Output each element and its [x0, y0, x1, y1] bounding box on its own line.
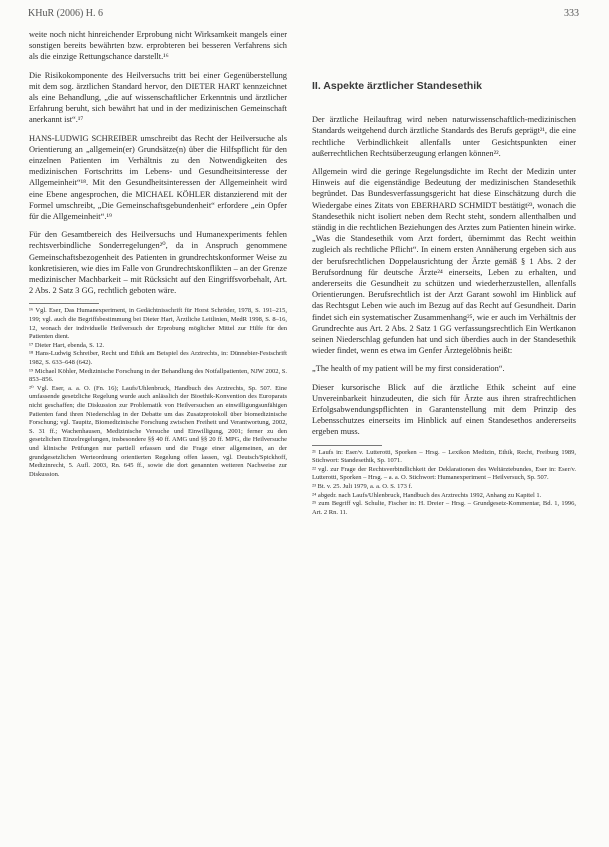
- footnote: ¹⁹ Michael Köhler, Medizinische Forschung in der Behandlung des Notfallpatienten, NJW 2002, S. 853–856.: [29, 367, 287, 384]
- footnote: ²⁰ Vgl. Eser, a. a. O. (Fn. 16); Laufs/Uhlenbruck, Handbuch des Arztrechts, Sp. 507. Eine umfassende gesetzliche Regelung wurde auch anlässlich der Bioethik-Konvention des Europarats nicht geschaffen; die Diskussion zur Problematik von Heilversuchen an einwilligungsunfähigen Patienten fand ihren Niederschlag in der Debatte um das Zusatzprotokoll über biomedizinische Forschung; vgl. Taupitz, Biomedizinische Forschung zwischen Freiheit und Verantwortung, 2002, S. 31 ff.; Wachenhausen, Medizinische Versuche und Einwilligung, 2001; ferner zu den gesetzlichen Einzelregelungen, insbesondere §§ 40 ff. AMG und §§ 20 ff. MPG, die Heilversuche und klinische Prüfungen nur partiell erfassen und die Frage einer allgemeinen, an der grundgesetzlichen Werteordnung orientierten Regelung offen lassen, vgl. Deutsch/Spickhoff, Medizinrecht, 5. Aufl. 2003, Rn. 645 ff., sowie die dort genannten weiteren Nachweise zur Diskussion.: [29, 384, 287, 478]
- page-number: 333: [564, 8, 579, 19]
- footnote: ²⁴ abgedr. nach Laufs/Uhlenbruck, Handbuch des Arztrechts 1992, Anhang zu Kapitel 1.: [312, 491, 542, 499]
- left-column: [29, 29, 287, 479]
- running-header-journal: KHuR (2006) H. 6: [28, 8, 103, 19]
- footnotes-right: [312, 449, 576, 518]
- footnote-divider: [312, 445, 382, 446]
- right-column: [312, 29, 576, 517]
- footnote: ²³ Bt. v. 25. Juli 1979, a. a. O. S. 173 f.: [312, 483, 413, 491]
- body-paragraph: Allgemein wird die geringe Regelungsdichte im Recht der Medizin unter Hinweis auf die eigenständige Bedeutung der medizinischen Standesethik begründet. Das Bundesverfassungsgericht hat diese Einschätzung durch die Wiedergabe eines Zitats von EBERHARD SCHMIDT bestätigt²³, wonach die Standesethik nicht isoliert neben dem Recht steht, sondern allenthalben und ständig in die rechtlichen Beziehungen des Arztes zum Patienten hinein wirke. „Was die Standesethik vom Arzt fordert, übernimmt das Recht weithin zugleich als rechtliche Pflicht“. In einem ersten Annäherung ergeben sich aus der berufsrechtlichen Doppelausrichtung der Ärzte gemäß § 1 Abs. 2 der Berufsordnung für deutsche Ärzte²⁴ einerseits, Leben zu erhalten, und andererseits die Gesundheit zu schützen und wiederherzustellen, allenfalls Orientierungen. Berufsrechtlich ist der Arzt Garant sowohl im Hinblick auf das Rechtsgut Leben wie auch im Bezug auf das Recht auf Gesundheit. Darin findet sich ein systematischer Zusammenhang²⁵, wie er auch im Verhältnis der Grundrechte aus Art. 2 Abs. 2 Satz 1 GG verfassungsrechtlich Ein Wertkanon seinen Niederschlag gefunden hat und sich überdies auch in der Standesethik wieder findet, wenn es etwa im Genfer Ärztegelöbnis heißt:: [312, 167, 576, 356]
- footnote: ²² vgl. zur Frage der Rechtsverbindlichkeit der Deklarationen des Weltärztebundes, Eser in: Eser/v. Lutterotti, Sporken – Hrsg. – a. a. O. Stichwort: Humanexperiment – Heilversuch, Sp. 507.: [312, 465, 576, 482]
- block-quote: „The health of my patient will be my first consideration“.: [312, 364, 505, 374]
- body-paragraph: HANS-LUDWIG SCHREIBER umschreibt das Recht der Heilversuche als Orientierung an „allgemein(er) Grundsätze(n) über die Hilfspflicht für den einzelnen Patienten im Verhältnis zu den Notwendigkeiten des medizinischen Fortschritts im Lebens- und Gesundheitsinteresse der Allgemeinheit“¹⁸. Mit den Gesundheitsinteressen der Allgemeinheit wird eine Ebene angesprochen, die MICHAEL KÖHLER distanzierend mit der Formel umschreibt, „Die Gemeinschaftsgebundenheit“ erfordere „ein Opfer für die Allgemeinheit“.¹⁹: [29, 133, 287, 222]
- footnote: ²⁵ zum Begriff vgl. Schulte, Fischer in: H. Dreier – Hrsg. – Grundgesetz-Kommentar, Bd. 1, 1996, Art. 2 Rn. 11.: [312, 500, 576, 516]
- body-paragraph: Der ärztliche Heilauftrag wird neben naturwissenschaftlich-medizinischen Standards weitgehend durch ärztliche Standards des Berufs geprägt²¹, die eine rechtliche Verbindlichkeit allenfalls unter Gesichtspunkten einer außerrechtlichen Rechtsüberzeugung erlangen können²².: [312, 115, 576, 158]
- body-paragraph: Dieser kursorische Blick auf die ärztliche Ethik scheint auf eine Unvereinbarkeit hinzudeuten, die sich für Ärzte aus ihren strafrechtlichen Erfolgsabwendungspflichten in Garantenstellung mit dem Prinzip des Lebensschutzes einerseits im Hinblick auf einen Standesethos andererseits ergeben muss.: [312, 382, 576, 437]
- footnote: ¹⁷ Dieter Hart, ebenda, S. 12.: [29, 341, 105, 349]
- footnote-divider: [29, 303, 99, 304]
- body-paragraph: weite noch nicht hinreichender Erprobung nicht Wirksamkeit mangels einer sonstigen bereits bewährten bzw. erprobteren bei besseren Verfahrens sich als die einzige Rettungschance darstellt.¹⁶: [29, 30, 287, 62]
- footnote: ¹⁸ Hans-Ludwig Schreiber, Recht und Ethik am Beispiel des Arztrechts, in: Dünnebier-Festschrift 1982, S. 633–648 (642).: [29, 350, 287, 367]
- body-paragraph: Die Risikokomponente des Heilversuchs tritt bei einer Gegenüberstellung mit dem sog. ärztlichen Standard hervor, den DIETER HART kennzeichnet als eine Behandlung, „die auf wissenschaftlicher Erkenntnis und ärztlicher Erfahrung beruht, sich bewährt hat und in der medizinischen Gemeinschaft anerkannt ist“.¹⁷: [29, 70, 287, 125]
- footnote: ¹⁶ Vgl. Eser, Das Humanexperiment, in Gedächtnisschrift für Horst Schröder, 1978, S. 191–215, 199; vgl. auch die Begriffsbestimmung bei Dieter Hart, Ärztliche Leitlinien, MedR 1998, S. 8–16, 12, wonach der individuelle Heilversuch der Erprobung möglicher Mittel zur Hilfe für den Patienten dient.: [29, 307, 287, 341]
- section-heading: II. Aspekte ärztlicher Standesethik: [312, 80, 483, 92]
- body-paragraph: Für den Gesamtbereich des Heilversuchs und Humanexperiments fehlen rechtsverbindliche Sonderregelungen²⁰, da in Anspruch genommene Gemeinschaftsbezogenheit des Patienten in grundrechtskonformer Weise zu konkretisieren, wie dies im Falle von Grundrechtskonflikten – an der Grenze medizinischer Machbarkeit – mit Rücksicht auf den Eingriffsvorbehalt, Art. 2 Abs. 2 Satz 3 GG, rechtlich geboten wäre.: [29, 230, 287, 296]
- footnotes-left: [29, 307, 287, 479]
- footnote: ²¹ Laufs in: Eser/v. Lutterotti, Sporken – Hrsg. – Lexikon Medizin, Ethik, Recht, Freiburg 1989, Stichwort: Standesethik, Sp. 1071.: [312, 448, 576, 465]
